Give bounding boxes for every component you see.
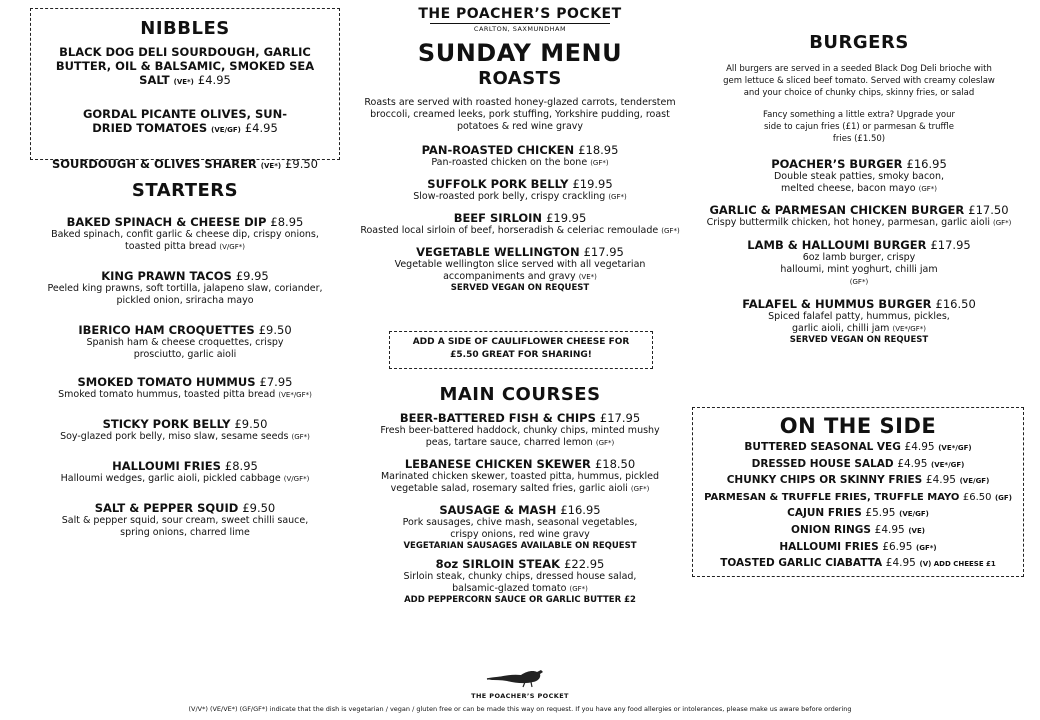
menu-title: SUNDAY MENU <box>417 39 623 67</box>
nibbles-section <box>34 18 336 173</box>
mains-section <box>355 384 685 606</box>
main-item: BEER-BATTERED FISH & CHIPS £17.95 Fresh beer-battered haddock, chunky chips, minted mushy peas, tartare sauce, charred lemon (GF*) <box>380 411 660 448</box>
nibble-item: SOURDOUGH & OLIVES SHARER (VE*) £9.50 <box>51 157 319 171</box>
roast-item: SUFFOLK PORK BELLY £19.95 Slow-roasted pork belly, crispy crackling (GF*) <box>413 177 627 202</box>
roast-item: BEEF SIRLOIN £19.95 Roasted local sirloin of beef, horseradish & celeriac remoulade (GF*) <box>360 211 680 236</box>
burgers-section <box>690 32 1028 346</box>
nibble-item: BLACK DOG DELI SOURDOUGH, GARLIC BUTTER, OIL & BALSAMIC, SMOKED SEA SALT (VE*) £4.95 <box>55 45 315 87</box>
brand-name: THE POACHER’S POCKET <box>418 6 622 22</box>
brand-divider <box>430 23 610 24</box>
side-item: HALLOUMI FRIES £6.95 (GF*) <box>779 540 937 553</box>
starters-section <box>30 180 340 539</box>
side-item: TOASTED GARLIC CIABATTA £4.95 (V) ADD CHEESE £1 <box>720 557 996 570</box>
burgers-title: BURGERS <box>809 32 909 53</box>
starters-title: STARTERS <box>131 180 239 201</box>
side-item: ONION RINGS £4.95 (VE) <box>791 523 925 536</box>
burger-item: POACHER’S BURGER £16.95 Double steak patties, smoky bacon, melted cheese, bacon mayo (GF*) <box>771 157 947 194</box>
burgers-upgrade: Fancy something a little extra? Upgrade your side to cajun fries (£1) or parmesan & truffle fries (£1.50) <box>763 110 955 144</box>
starter-item: SMOKED TOMATO HUMMUS £7.95 Smoked tomato hummus, toasted pitta bread (VE*/GF*) <box>58 375 312 400</box>
roasts-title: ROASTS <box>478 68 562 89</box>
burger-item: GARLIC & PARMESAN CHICKEN BURGER £17.50 Crispy buttermilk chicken, hot honey, parmesan, garlic aioli (GF*) <box>706 203 1012 228</box>
brand-location: CARLTON, SAXMUNDHAM <box>473 25 567 33</box>
nibble-item: GORDAL PICANTE OLIVES, SUN-DRIED TOMATOES (VE/GF) £4.95 <box>82 107 288 135</box>
nibbles-title: NIBBLES <box>140 18 230 39</box>
roast-item: VEGETABLE WELLINGTON £17.95 Vegetable wellington slice served with all vegetarian accompaniments and gravy (VE*) SERVED VEGAN ON REQUEST <box>394 245 646 293</box>
side-item: CAJUN FRIES £5.95 (VE/GF) <box>787 507 929 520</box>
starter-item: BAKED SPINACH & CHEESE DIP £8.95 Baked spinach, confit garlic & cheese dip, crispy onions, toasted pitta bread (V/GF*) <box>51 215 319 252</box>
side-item: BUTTERED SEASONAL VEG £4.95 (VE*/GF) <box>744 441 972 453</box>
roasts-section <box>355 68 685 294</box>
side-item: DRESSED HOUSE SALAD £4.95 (VE*/GF) <box>751 457 965 470</box>
footer-logo-text: THE POACHER’S POCKET <box>471 692 569 700</box>
starter-item: SALT & PEPPER SQUID £9.50 Salt & pepper squid, sour cream, sweet chilli sauce, spring onions, charred lime <box>61 501 309 538</box>
side-item: PARMESAN & TRUFFLE FRIES, TRUFFLE MAYO £6.50 (GF) <box>704 491 1012 503</box>
footer-logo <box>460 662 580 700</box>
main-item: 8oz SIRLOIN STEAK £22.95 Sirloin steak, chunky chips, dressed house salad, balsamic-glazed tomato (GF*) ADD PEPPERCORN SAUCE OR GARLIC BUTTER £2 <box>403 557 637 605</box>
main-item: LEBANESE CHICKEN SKEWER £18.50 Marinated chicken skewer, toasted pitta, hummus, pickled vegetable salad, rosemary salted fries, garlic aioli (GF*) <box>380 457 660 494</box>
burgers-intro: All burgers are served in a seeded Black Dog Deli brioche with gem lettuce & sliced beef tomato. Served with creamy coleslaw and your choice of chunky chips, skinny fries, or salad <box>723 64 995 98</box>
roasts-intro: Roasts are served with roasted honey-glazed carrots, tenderstem broccoli, creamed leeks, pork stuffing, Yorkshire pudding, roast potatoes & red wine gravy <box>364 97 676 132</box>
burger-item: LAMB & HALLOUMI BURGER £17.95 6oz lamb burger, crispy halloumi, mint yoghurt, chilli jam (GF*) <box>747 238 971 286</box>
roast-item: PAN-ROASTED CHICKEN £18.95 Pan-roasted chicken on the bone (GF*) <box>421 143 619 168</box>
burger-item: FALAFEL & HUMMUS BURGER £16.50 Spiced falafel patty, hummus, pickles, garlic aioli, chilli jam (VE*/GF*) SERVED VEGAN ON REQUEST <box>742 297 976 345</box>
starter-item: IBERICO HAM CROQUETTES £9.50 Spanish ham & cheese croquettes, crispy prosciutto, garlic aioli <box>78 323 292 360</box>
cauliflower-offer-text: ADD A SIDE OF CAULIFLOWER CHEESE FOR £5.50 GREAT FOR SHARING! <box>412 337 630 360</box>
side-item: CHUNKY CHIPS OR SKINNY FRIES £4.95 (VE/GF) <box>726 474 990 487</box>
pheasant-logo-icon <box>485 662 555 688</box>
starter-item: STICKY PORK BELLY £9.50 Soy-glazed pork belly, miso slaw, sesame seeds (GF*) <box>60 417 310 442</box>
footer-dietary-note: (V/V*) (VE/VE*) (GF/GF*) indicate that the dish is vegetarian / vegan / gluten free or can be made this way on request. If you have any food allergies or intolerances, please make us aware before ordering <box>188 705 852 713</box>
sides-title: ON THE SIDE <box>779 414 937 438</box>
header <box>355 6 685 67</box>
cauliflower-offer-box <box>389 331 653 369</box>
main-item: SAUSAGE & MASH £16.95 Pork sausages, chive mash, seasonal vegetables, crispy onions, red wine gravy VEGETARIAN SAUSAGES AVAILABLE ON REQUEST <box>402 503 638 551</box>
starter-item: KING PRAWN TACOS £9.95 Peeled king prawns, soft tortilla, jalapeno slaw, coriander, pickled onion, sriracha mayo <box>47 269 323 306</box>
sides-section <box>694 414 1022 573</box>
starter-item: HALLOUMI FRIES £8.95 Halloumi wedges, garlic aioli, pickled cabbage (V/GF*) <box>60 459 310 484</box>
mains-title: MAIN COURSES <box>439 384 601 405</box>
